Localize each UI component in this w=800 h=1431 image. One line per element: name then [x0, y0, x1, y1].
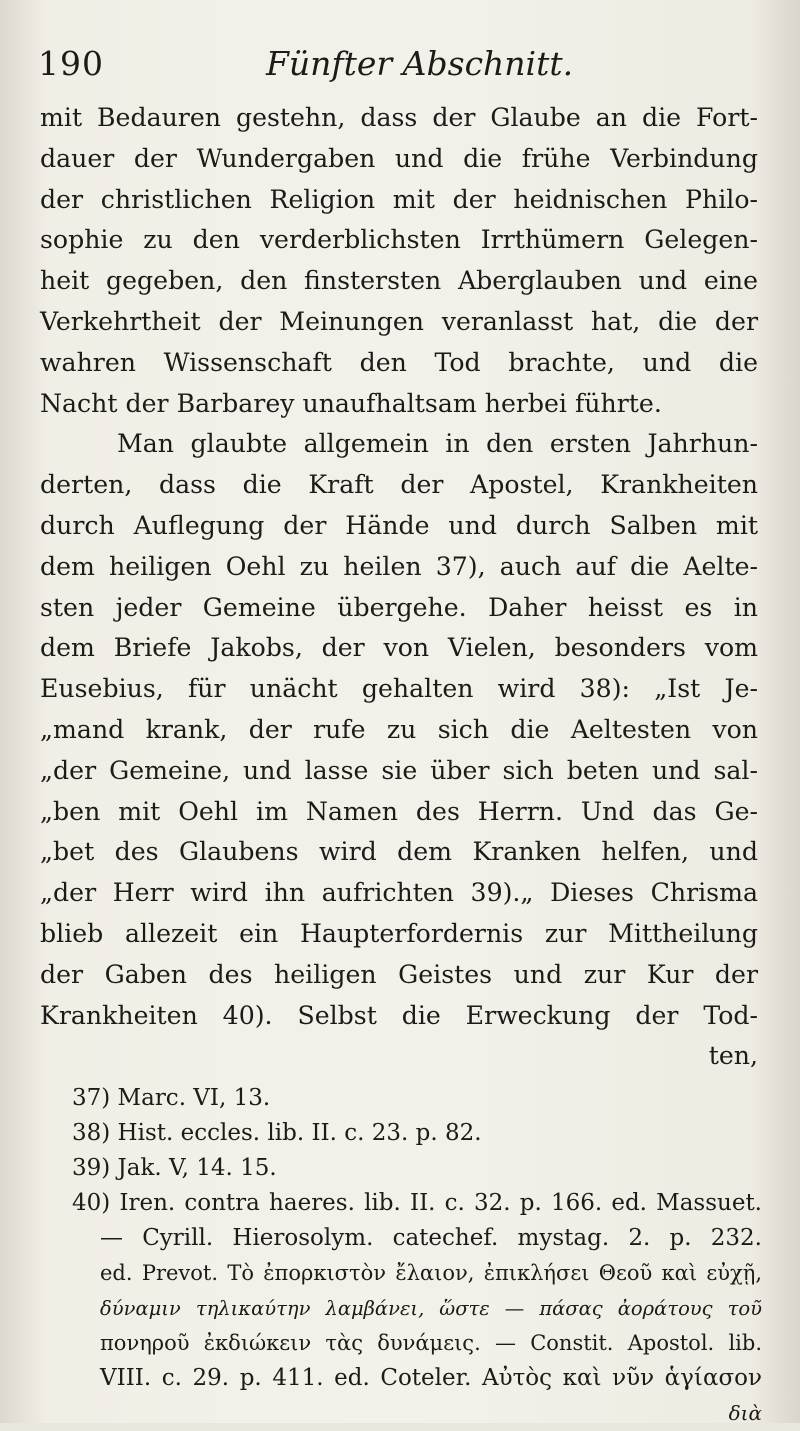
- footnote-38: 38) Hist. eccles. lib. II. c. 23. p. 82.: [72, 1120, 482, 1146]
- quote-line: „der Herr wird ihn aufrichten 39).„ Dieses Chrisma: [40, 878, 758, 908]
- quote-line: „bet des Glaubens wird dem Kranken helfen, und: [40, 837, 758, 867]
- paragraph-start-line: Man glaubte allgemein in den ersten Jahrhun-: [117, 429, 758, 459]
- text-line: Krankheiten 40). Selbst die Erweckung der Tod-: [40, 1000, 758, 1030]
- text-line: Verkehrtheit der Meinungen veranlasst hat, die der: [40, 306, 758, 336]
- text-line: blieb allezeit ein Haupterfordernis zur Mittheilung: [40, 918, 758, 948]
- footnote-catchword: διὰ: [728, 1401, 762, 1425]
- text-line: derten, dass die Kraft der Apostel, Krankheiten: [40, 470, 758, 500]
- footnote-40-continuation: — Cyrill. Hierosolym. catechef. mystag. 2. p. 232.: [100, 1225, 762, 1251]
- quote-line: „mand krank, der rufe zu sich die Aeltesten von: [40, 714, 758, 744]
- footnote-40-continuation: VIII. c. 29. p. 411. ed. Coteler. Αὐτὸς καὶ νῦν ἁγίασον: [100, 1365, 762, 1391]
- footnote-40-greek-line: ed. Prevot. Τὸ ἐπορκιστὸν ἔλαιον, ἐπικλήσει Θεοῦ καὶ εὐχῇ,: [100, 1261, 762, 1285]
- footnote-40: 40) Iren. contra haeres. lib. II. c. 32. p. 166. ed. Massuet.: [72, 1190, 762, 1216]
- quote-line: „ben mit Oehl im Namen des Herrn. Und das Ge-: [40, 796, 758, 826]
- text-line: wahren Wissenschaft den Tod brachte, und die: [40, 347, 758, 377]
- text-line: sophie zu den verderblichsten Irrthümern Gelegen-: [40, 225, 758, 255]
- text-line: mit Bedauren gestehn, dass der Glaube an die Fort-: [40, 103, 758, 132]
- text-line: Eusebius, für unächt gehalten wird 38): „Ist Je-: [40, 674, 758, 704]
- page-number: 190: [38, 44, 104, 83]
- text-line: heit gegeben, den finstersten Aberglauben und eine: [40, 266, 758, 296]
- body-text: [40, 98, 758, 1077]
- text-line: dem heiligen Oehl zu heilen 37), auch auf die Aelte-: [40, 551, 758, 581]
- text-line: dauer der Wundergaben und die frühe Verbindung: [40, 143, 758, 173]
- footnotes: [72, 1081, 762, 1431]
- catchword: ten,: [708, 1041, 758, 1071]
- text-line: der Gaben des heiligen Geistes und zur Kur der: [40, 959, 758, 989]
- footnote-37: 37) Marc. VI, 13.: [72, 1085, 271, 1111]
- footnote-40-greek-line: δύναμιν τηλικαύτην λαμβάνει, ὥστε — πάσας ἀοράτους τοῦ: [100, 1297, 762, 1320]
- quote-line: „der Gemeine, und lasse sie über sich beten und sal-: [40, 755, 758, 785]
- page-header: [38, 38, 758, 88]
- text-line: dem Briefe Jakobs, der von Vielen, besonders vom: [40, 633, 758, 663]
- footnote-39: 39) Jak. V, 14. 15.: [72, 1155, 277, 1181]
- text-line: sten jeder Gemeine übergehe. Daher heisst es in: [40, 592, 758, 622]
- text-line: durch Auflegung der Hände und durch Salben mit: [40, 510, 758, 540]
- text-line: Nacht der Barbarey unaufhaltsam herbei führte.: [40, 388, 662, 418]
- running-head: Fünfter Abschnitt.: [266, 44, 574, 83]
- text-line: der christlichen Religion mit der heidnischen Philo-: [40, 184, 758, 214]
- footnote-40-continuation: πονηροῦ ἐκδιώκειν τὰς δυνάμεις. — Constit. Apostol. lib.: [100, 1331, 762, 1355]
